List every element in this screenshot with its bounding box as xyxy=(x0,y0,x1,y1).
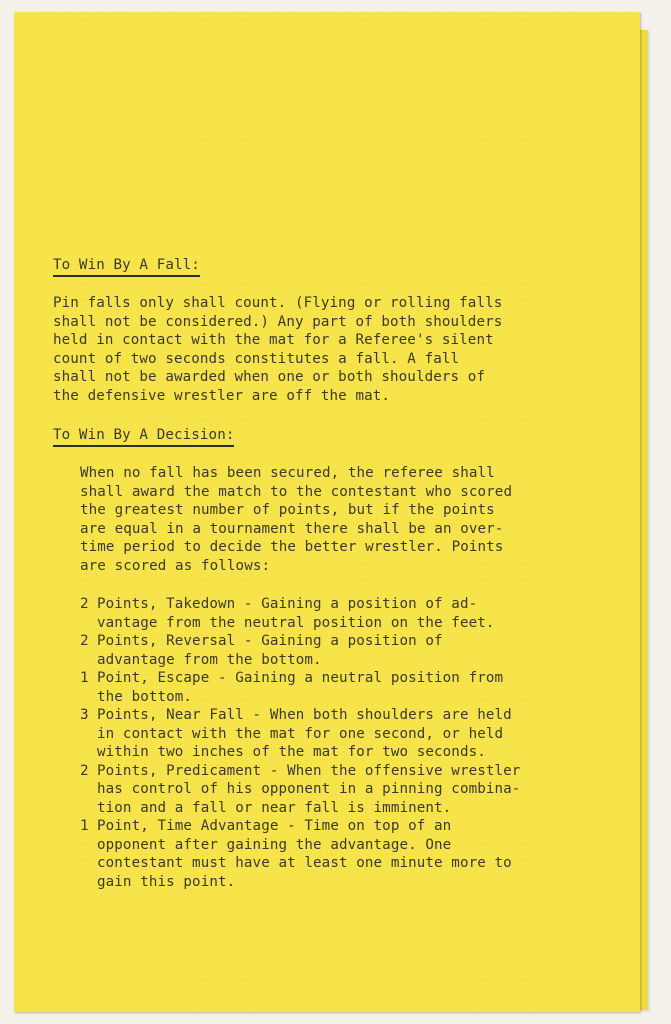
point-count: 2 xyxy=(80,762,89,779)
point-description: Point, Time Advantage - Time on top of an opponent after gaining the advantage. One contestant must have at least one minute more to gain this point. xyxy=(97,818,512,890)
paper-edge xyxy=(640,30,648,1010)
point-count: 2 xyxy=(80,633,89,649)
list-item xyxy=(80,595,600,632)
point-count: 3 xyxy=(80,707,89,723)
fall-paragraph: Pin falls only shall count. (Flying or rolling falls shall not be considered.) Any part of both shoulders held in contact with the mat for a Referee's silent count of two seconds constitutes a fall. A fall shall not be awarded when one or both shoulders of the defensive wrestler are off the mat. xyxy=(53,295,503,404)
document-body xyxy=(40,256,600,891)
point-description: Points, Takedown - Gaining a position of ad- vantage from the neutral position on the feet. xyxy=(97,596,495,631)
list-item xyxy=(80,817,600,891)
point-count: 2 xyxy=(80,596,89,612)
point-count: 1 xyxy=(80,818,89,834)
points-list xyxy=(80,595,600,891)
point-description: Points, Reversal - Gaining a position of advantage from the bottom. xyxy=(97,633,443,668)
list-item xyxy=(80,706,600,762)
list-item xyxy=(80,669,600,706)
decision-paragraph: When no fall has been secured, the referee shall shall award the match to the contestant who scored the greatest number of points, but if the points are equal in a tournament there shall be an over- time period to decide the better wrestler. Points are scored as follows: xyxy=(80,465,513,574)
list-item xyxy=(80,762,600,818)
fall-heading: To Win By A Fall: xyxy=(53,257,200,277)
point-description: Point, Escape - Gaining a neutral position from the bottom. xyxy=(97,670,504,705)
decision-heading: To Win By A Decision: xyxy=(53,427,234,447)
point-count: 1 xyxy=(80,670,89,686)
point-description: Points, Predicament - When the offensive wrestler has control of his opponent in a pinning combina- tion and a fall or near fall is imminent. xyxy=(97,762,521,816)
list-item xyxy=(80,632,600,669)
point-description: Points, Near Fall - When both shoulders are held in contact with the mat for one second, or held within two inches of the mat for two seconds. xyxy=(97,707,512,760)
